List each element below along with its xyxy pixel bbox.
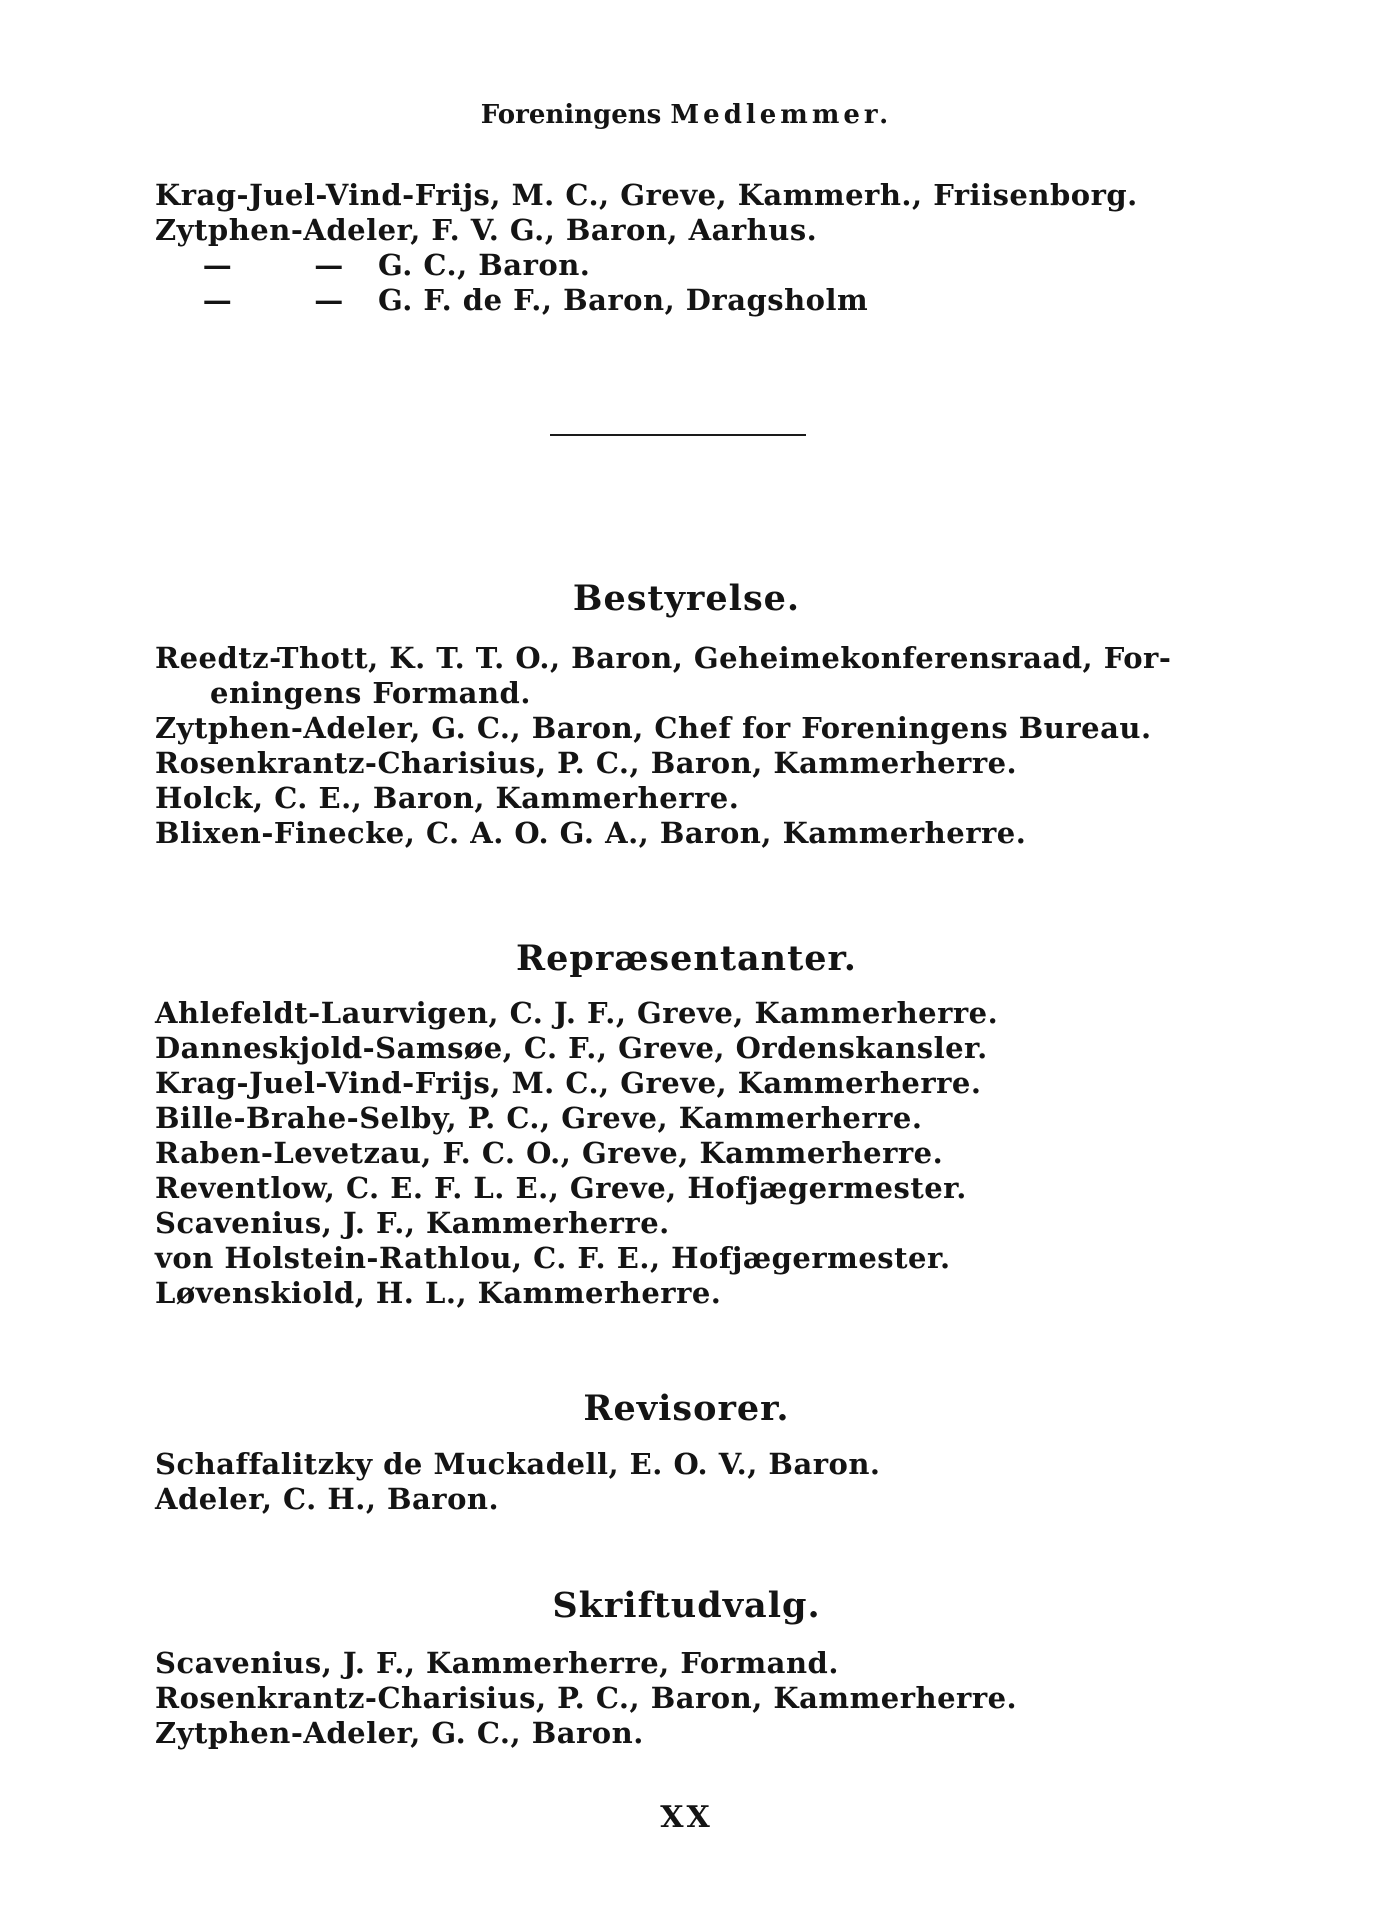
committee-line: Zytphen-Adeler, G. C., Baron. [155, 1716, 644, 1750]
representative-line: Ahlefeldt-Laurvigen, C. J. F., Greve, Kammerherre. [155, 996, 999, 1030]
heading-skriftudvalg: Skriftudvalg. [552, 1585, 821, 1626]
representative-line: Danneskjold-Samsøe, C. F., Greve, Ordenskansler. [155, 1031, 988, 1065]
board-line: Zytphen-Adeler, G. C., Baron, Chef for Foreningens Bureau. [155, 711, 1152, 745]
heading-revisorer: Revisorer. [583, 1388, 790, 1429]
heading-repraesentanter: Repræsentanter. [516, 938, 857, 979]
ditto-mark: — [314, 283, 344, 317]
committee-line: Scavenius, J. F., Kammerherre, Formand. [155, 1646, 839, 1680]
ditto-line-text: G. F. de F., Baron, Dragsholm [378, 283, 869, 317]
repraesentanter-block [155, 996, 1245, 1311]
board-line: Blixen-Finecke, C. A. O. G. A., Baron, Kammerherre. [155, 816, 1027, 850]
representative-line: Bille-Brahe-Selby, P. C., Greve, Kammerherre. [155, 1101, 923, 1135]
member-line: Krag-Juel-Vind-Frijs, M. C., Greve, Kammerh., Friisenborg. [155, 178, 1138, 212]
auditor-line: Adeler, C. H., Baron. [155, 1482, 500, 1516]
ditto-mark: — [314, 248, 344, 282]
committee-line: Rosenkrantz-Charisius, P. C., Baron, Kammerherre. [155, 1681, 1018, 1715]
section-divider-rule [550, 434, 806, 436]
members-block [155, 178, 1245, 318]
auditor-line: Schaffalitzky de Muckadell, E. O. V., Baron. [155, 1447, 881, 1481]
representative-line: von Holstein-Rathlou, C. F. E., Hofjægermester. [155, 1241, 951, 1275]
board-line: Holck, C. E., Baron, Kammerherre. [155, 781, 740, 815]
representative-line: Løvenskiold, H. L., Kammerherre. [155, 1276, 722, 1310]
representative-line: Reventlow, C. E. F. L. E., Greve, Hofjægermester. [155, 1171, 967, 1205]
member-ditto-line [155, 248, 1245, 283]
ditto-line-text: G. C., Baron. [378, 248, 591, 282]
ditto-mark: — [202, 283, 233, 317]
page-number: XX [660, 1800, 713, 1835]
board-line-continuation: eningens Formand. [210, 676, 531, 710]
representative-line: Scavenius, J. F., Kammerherre. [155, 1206, 670, 1240]
ditto-mark: — [202, 248, 233, 282]
skriftudvalg-block [155, 1646, 1245, 1751]
member-line: Zytphen-Adeler, F. V. G., Baron, Aarhus. [155, 213, 818, 247]
running-head [0, 100, 1373, 130]
bestyrelse-block [155, 641, 1245, 851]
member-ditto-line [155, 283, 1245, 318]
revisorer-block [155, 1447, 1245, 1517]
board-line: Rosenkrantz-Charisius, P. C., Baron, Kammerherre. [155, 746, 1018, 780]
heading-bestyrelse: Bestyrelse. [572, 578, 801, 619]
running-head-word: Foreningens [480, 100, 662, 130]
representative-line: Krag-Juel-Vind-Frijs, M. C., Greve, Kammerherre. [155, 1066, 982, 1100]
running-head-spaced-word: Medlemmer. [670, 100, 893, 130]
representative-line: Raben-Levetzau, F. C. O., Greve, Kammerherre. [155, 1136, 944, 1170]
board-line: Reedtz-Thott, K. T. T. O., Baron, Geheimekonferensraad, For- [155, 641, 1172, 675]
